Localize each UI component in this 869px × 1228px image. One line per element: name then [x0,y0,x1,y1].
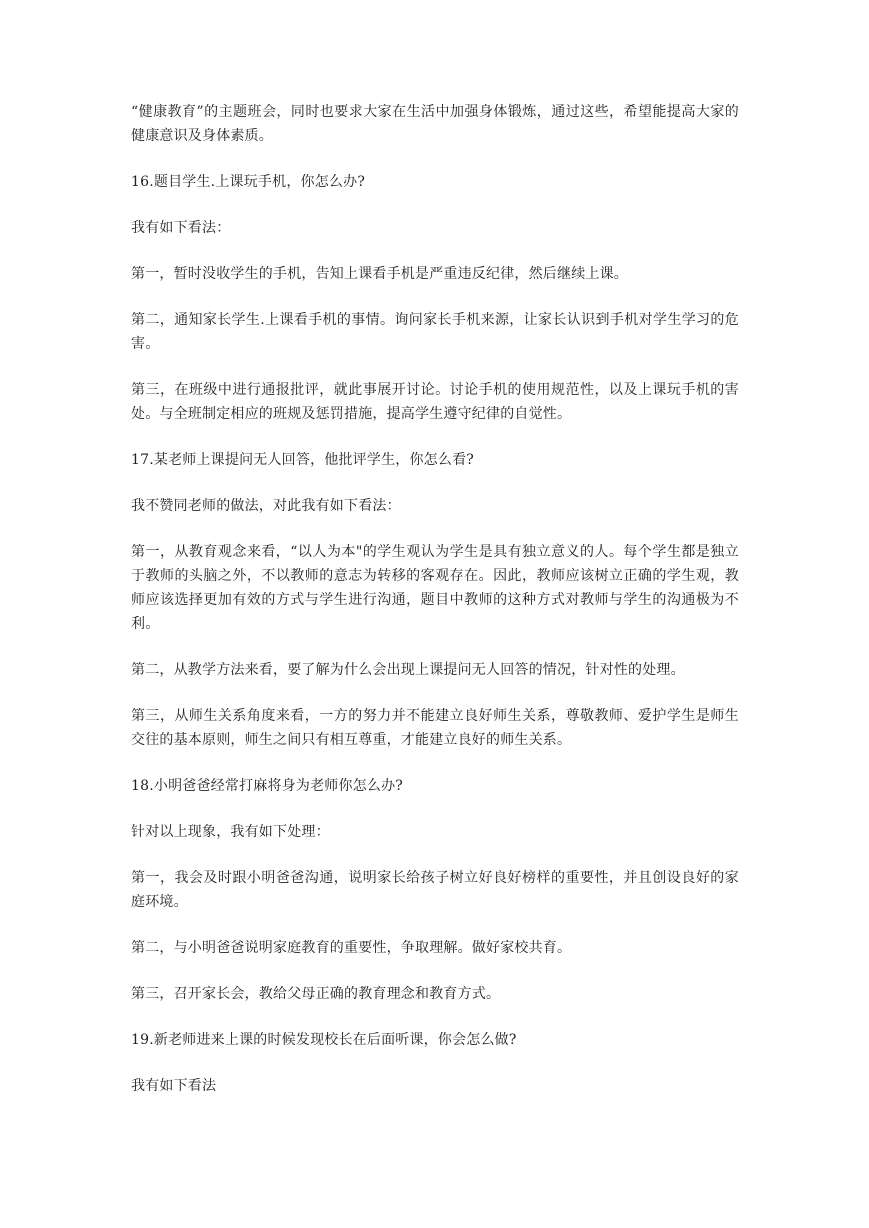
question-19: 19.新老师进来上课的时候发现校长在后面听课，你会怎么做? [131,1032,517,1048]
answer-19-intro: 我有如下看法 [131,1078,217,1094]
answer-16-point-1: 第一，暂时没收学生的手机，告知上课看手机是严重违反纪律，然后继续上课。 [131,266,628,282]
answer-18-intro: 针对以上现象，我有如下处理： [131,824,330,840]
question-16: 16.题目学生.上课玩手机，你怎么办? [131,174,366,190]
answer-17-point-1: 第一，从教育观念来看，“以人为本"的学生观认为学生是具有独立意义的人。每个学生都是独立于教师的头脑之外，不以教师的意志为转移的客观存在。因此，教师应该树立正确的学生观，教师应该选择更加有效的方式与学生进行沟通，题目中教师的这种方式对教师与学生的沟通极为不利。 [131,544,739,632]
answer-17-intro: 我不赞同老师的做法，对此我有如下看法： [131,498,401,514]
question-18: 18.小明爸爸经常打麻将身为老师你怎么办? [131,778,403,794]
answer-16-point-2: 第二，通知家长学生.上课看手机的事情。询问家长手机来源，让家长认识到手机对学生学习的危害。 [131,312,739,352]
answer-18-point-2: 第二，与小明爸爸说明家庭教育的重要性，争取理解。做好家校共育。 [131,940,572,956]
answer-18-point-1: 第一，我会及时跟小明爸爸沟通，说明家长给孩子树立好良好榜样的重要性，并且创设良好的家庭环境。 [131,870,739,910]
answer-17-point-3: 第三，从师生关系角度来看，一方的努力并不能建立良好师生关系，尊敬教师、爱护学生是师生交往的基本原则，师生之间只有相互尊重，才能建立良好的师生关系。 [131,708,739,748]
answer-18-point-3: 第三，召开家长会，教给父母正确的教育理念和教育方式。 [131,986,501,1002]
answer-16-point-3: 第三，在班级中进行通报批评，就此事展开讨论。讨论手机的使用规范性，以及上课玩手机的害处。与全班制定相应的班规及惩罚措施，提高学生遵守纪律的自觉性。 [131,382,739,422]
answer-16-intro: 我有如下看法： [131,220,231,236]
document-page [131,100,739,1120]
answer-17-point-2: 第二，从教学方法来看，要了解为什么会出现上课提问无人回答的情况，针对性的处理。 [131,662,685,678]
paragraph-health-education: “健康教育”的主题班会，同时也要求大家在生活中加强身体锻炼，通过这些，希望能提高大家的健康意识及身体素质。 [131,104,739,144]
question-17: 17.某老师上课提问无人回答，他批评学生，你怎么看? [131,452,474,468]
